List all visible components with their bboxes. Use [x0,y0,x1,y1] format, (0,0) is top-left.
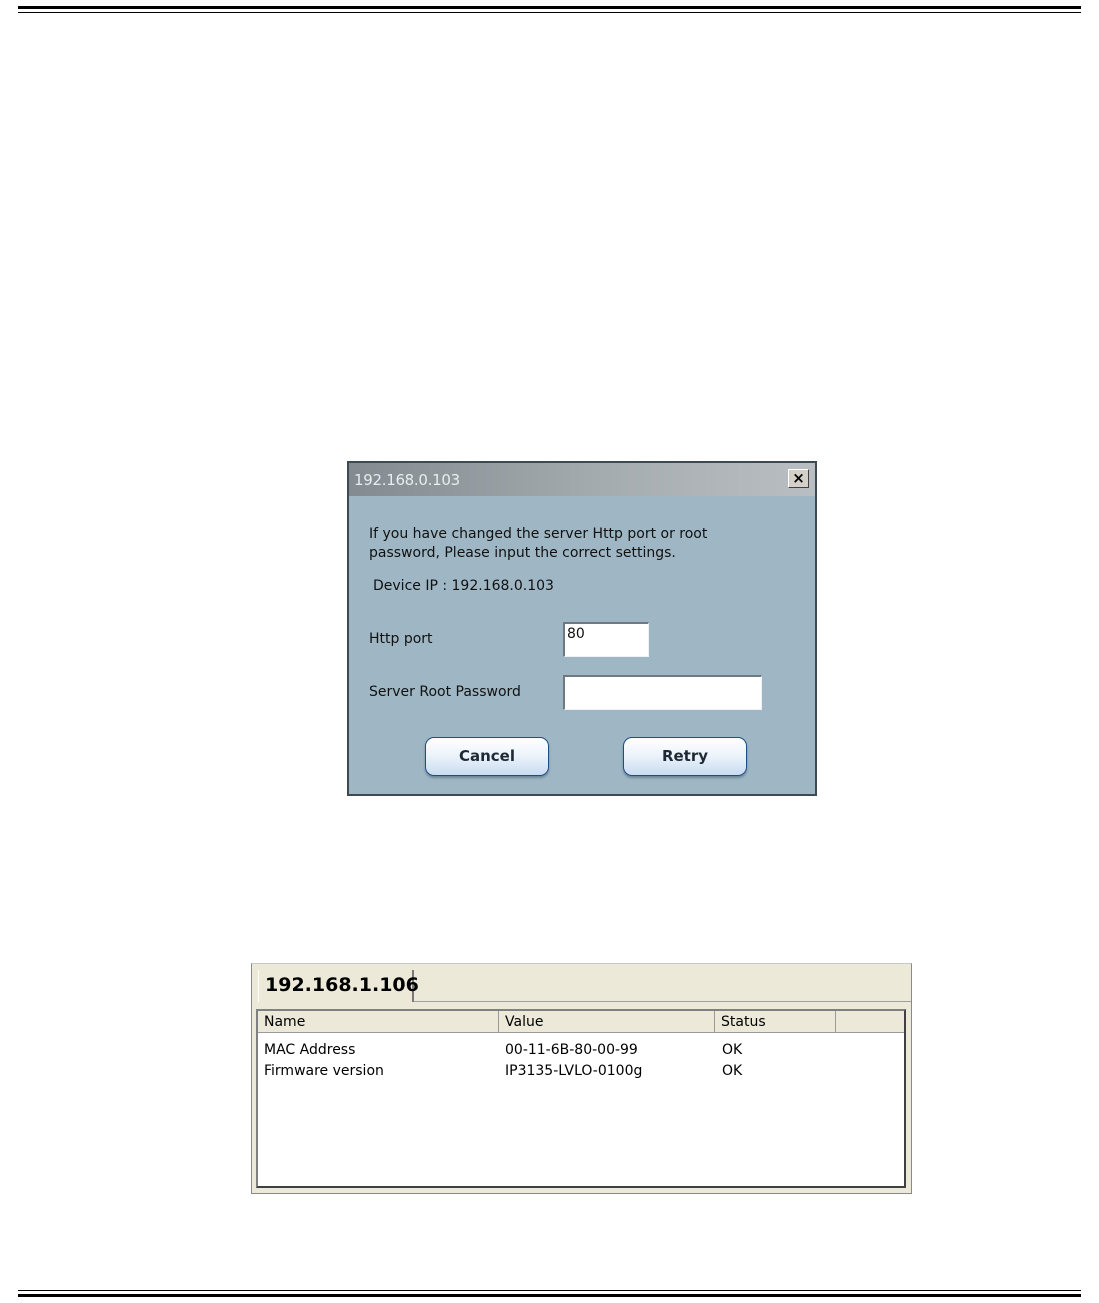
tab-label: 192.168.1.106 [265,974,419,996]
bottom-rule-thin [18,1290,1081,1291]
top-rule [18,6,1081,9]
table-row[interactable] [258,1040,904,1060]
column-header-name[interactable]: Name [258,1011,499,1033]
login-retry-dialog [347,461,817,796]
http-port-label: Http port [369,631,433,647]
server-root-password-input[interactable] [563,675,762,710]
row-name: Firmware version [264,1063,384,1079]
dialog-title: 192.168.0.103 [354,471,460,489]
dialog-titlebar[interactable] [349,463,815,496]
retry-button[interactable]: Retry [623,737,747,776]
table-row[interactable] [258,1061,904,1081]
row-value: IP3135-LVLO-0100g [505,1063,643,1079]
server-root-password-label: Server Root Password [369,684,521,700]
column-header-status[interactable]: Status [715,1011,836,1033]
column-header-empty[interactable] [836,1011,906,1033]
row-status: OK [722,1042,743,1058]
close-icon: × [792,469,805,487]
top-rule-thin [18,12,1081,13]
bottom-rule [18,1294,1081,1297]
close-button[interactable] [788,469,809,488]
tab-device[interactable] [258,970,419,1002]
device-ip-label: Device IP : 192.168.0.103 [373,578,554,594]
http-port-input[interactable]: 80 [563,622,649,657]
tab-divider [414,1001,911,1002]
column-header-value[interactable]: Value [499,1011,715,1033]
dialog-message: If you have changed the server Http port or root password, Please input the correct settings. [369,526,708,561]
cancel-button[interactable]: Cancel [425,737,549,776]
row-value: 00-11-6B-80-00-99 [505,1042,638,1058]
device-info-list[interactable] [256,1009,906,1188]
device-info-panel [251,963,912,1194]
row-name: MAC Address [264,1042,356,1058]
row-status: OK [722,1063,743,1079]
